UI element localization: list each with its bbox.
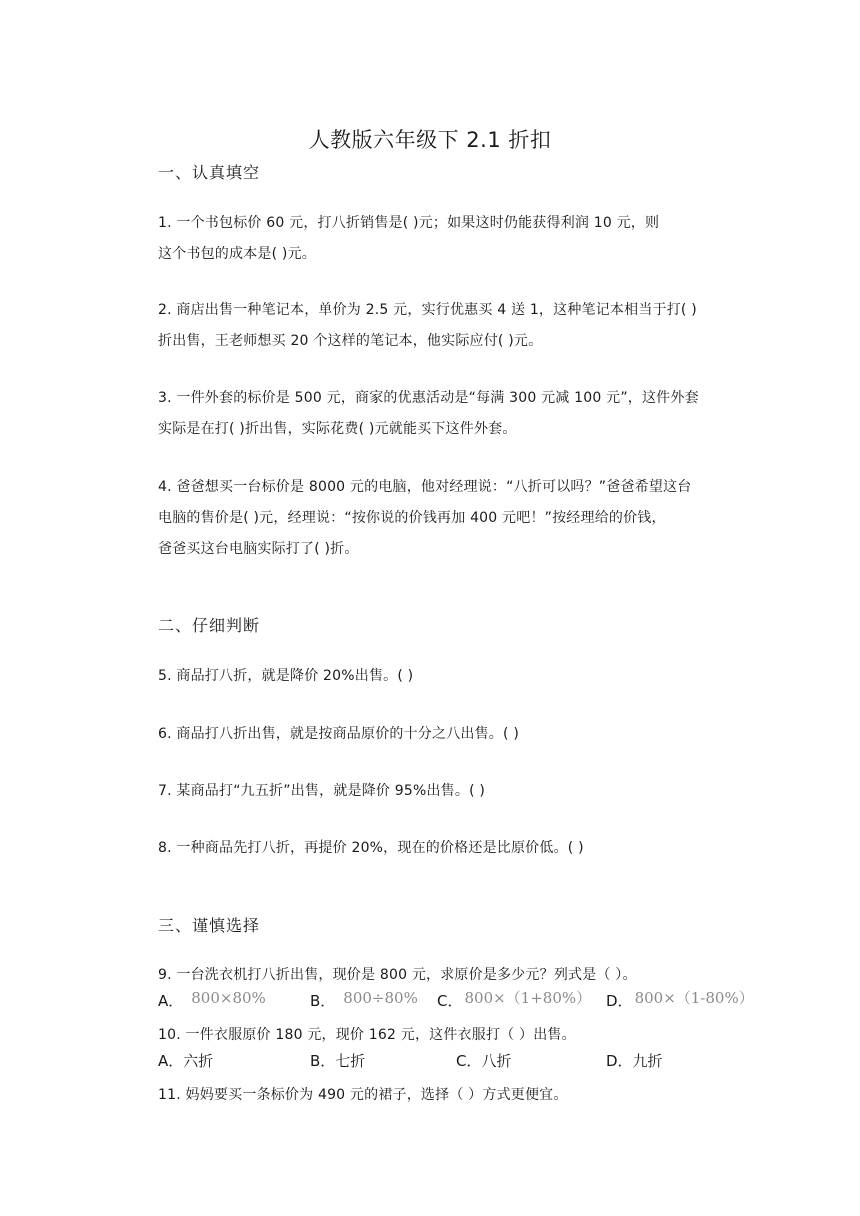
question-9-option-c[interactable] — [437, 990, 591, 1011]
question-3-line-1: 3. 一件外套的标价是 500 元，商家的优惠活动是“每满 300 元减 100 元”，这件外套 — [158, 390, 699, 406]
option-formula: 800×80% — [191, 989, 266, 1007]
question-7: 7. 某商品打“九五折”出售，就是降价 95%出售。( ) — [158, 783, 486, 799]
question-10-option-d[interactable]: D．九折 — [606, 1052, 663, 1070]
option-letter: C． — [437, 992, 463, 1010]
question-9-option-d[interactable] — [606, 990, 754, 1011]
option-formula: 800÷80% — [343, 989, 418, 1007]
option-letter: B． — [310, 992, 336, 1010]
question-1-line-1: 1. 一个书包标价 60 元，打八折销售是( )元；如果这时仍能获得利润 10 元，则 — [158, 215, 660, 231]
question-10-option-b[interactable]: B．七折 — [310, 1052, 366, 1070]
section-heading-fill-in: 一、认真填空 — [158, 163, 261, 182]
question-9-option-b[interactable] — [310, 990, 418, 1011]
option-letter: D． — [606, 992, 633, 1010]
question-1-line-2: 这个书包的成本是( )元。 — [158, 246, 316, 262]
section-heading-judge: 二、仔细判断 — [158, 616, 261, 635]
question-10: 10. 一件衣服原价 180 元，现价 162 元，这件衣服打（ ）出售。 — [158, 1027, 576, 1043]
option-formula: 800×（1-80%） — [634, 989, 754, 1007]
question-8: 8. 一种商品先打八折，再提价 20%，现在的价格还是比原价低。( ) — [158, 840, 584, 856]
question-10-option-a[interactable]: A．六折 — [158, 1052, 214, 1070]
question-4-line-1: 4. 爸爸想买一台标价是 8000 元的电脑，他对经理说：“八折可以吗？”爸爸希望这台 — [158, 479, 692, 495]
question-9: 9. 一台洗衣机打八折出售，现价是 800 元，求原价是多少元？列式是（ ）。 — [158, 967, 637, 983]
question-9-option-a[interactable] — [158, 990, 266, 1011]
question-2-line-2: 折出售，王老师想买 20 个这样的笔记本，他实际应付( )元。 — [158, 333, 543, 349]
section-heading-choice: 三、谨慎选择 — [158, 916, 261, 935]
option-letter: A． — [158, 992, 184, 1010]
question-4-line-2: 电脑的售价是( )元，经理说：“按你说的价钱再加 400 元吧！”按经理给的价钱， — [158, 510, 666, 526]
question-6: 6. 商品打八折出售，就是按商品原价的十分之八出售。( ) — [158, 726, 519, 742]
option-formula: 800×（1+80%） — [464, 989, 592, 1007]
question-5: 5. 商品打八折，就是降价 20%出售。( ) — [158, 668, 414, 684]
question-11: 11. 妈妈要买一条标价为 490 元的裙子，选择（ ）方式更便宜。 — [158, 1087, 568, 1103]
question-3-line-2: 实际是在打( )折出售，实际花费( )元就能买下这件外套。 — [158, 421, 517, 437]
question-4-line-3: 爸爸买这台电脑实际打了( )折。 — [158, 541, 359, 557]
question-10-option-c[interactable]: C．八折 — [456, 1052, 512, 1070]
question-2-line-1: 2. 商店出售一种笔记本，单价为 2.5 元，实行优惠买 4 送 1，这种笔记本相当于打( ) — [158, 302, 697, 318]
page-title: 人教版六年级下 2.1 折扣 — [308, 128, 552, 152]
